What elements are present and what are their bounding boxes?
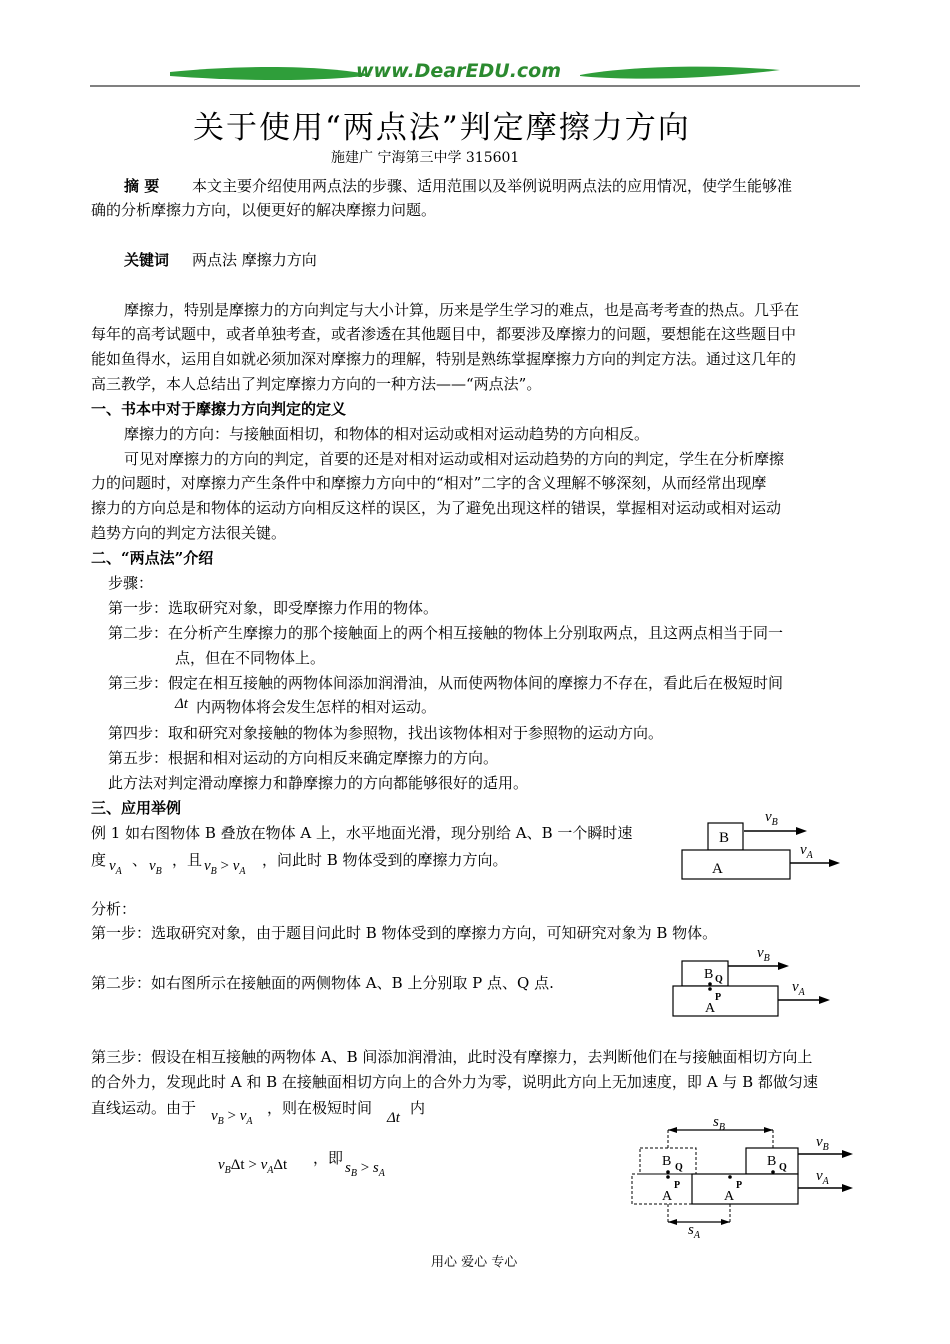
step-2-line-2: 点，但在不同物体上。 <box>175 649 326 667</box>
figure-3-label-Q-final: Q <box>779 1162 787 1173</box>
step-4: 第四步：取和研究对象接触的物体为参照物，找出该物体相对于参照物的运动方向。 <box>108 724 664 742</box>
figure-3-label-sA: $s_A$ <box>688 1222 700 1238</box>
header-logo-text: www.DearEDU.com <box>356 60 562 82</box>
section-1-line-1: 可见对摩擦力的方向的判定，首要的还是对相对运动或相对运动趋势的方向的判定，学生在分析摩擦 <box>124 450 785 468</box>
section-1-heading: 一、书本中对于摩擦力方向判定的定义 <box>91 400 347 418</box>
figure-3-label-vA: $v_A$ <box>816 1168 829 1187</box>
figure-3-label-P-final: P <box>736 1180 743 1191</box>
figure-2-label-B: B <box>704 967 714 982</box>
figure-3-label-B-final: B <box>767 1154 777 1169</box>
formula-vA: $v_A$ <box>109 858 122 877</box>
section-1-line-2: 力的问题时，对摩擦力产生条件中和摩擦力方向中的“相对”二字的含义理解不够深刻，从而经常出现摩 <box>91 474 767 492</box>
figure-2-label-P: P <box>715 992 722 1003</box>
formula-vB-dt-gt-vA-dt: $v_B\Delta t > v_A\Delta t$ <box>218 1157 288 1176</box>
page-footer: 用心 爱心 专心 <box>431 1255 518 1270</box>
figure-2-label-vB: $v_B$ <box>757 945 770 964</box>
figure-1-block-A <box>682 850 790 879</box>
intro-line-3: 能如鱼得水，运用自如就必须加深对摩擦力的理解，特别是熟练掌握摩擦力方向的判定方法。通过这几年的 <box>91 350 797 368</box>
figure-1-label-B: B <box>719 830 730 846</box>
section-3-heading: 三、应用举例 <box>91 799 182 817</box>
analysis-step-3-line-3-b: ，则在极短时间 <box>267 1099 373 1117</box>
abstract-label: 摘 要 <box>124 177 160 195</box>
figure-1-label-vB: $v_B$ <box>765 809 778 828</box>
figure-3-label-Q-initial: Q <box>675 1162 683 1173</box>
example-1-line-2-start: 度 <box>91 851 107 869</box>
analysis-step-3-line-4-b: ，即 <box>313 1149 344 1167</box>
figure-3-block-A-final <box>692 1174 798 1204</box>
section-1-line-3: 擦力的方向总是和物体的运动方向相反这样的误区，为了避免出现这样的错误，掌握相对运动或相对运动 <box>91 499 782 517</box>
formula-vB: $v_B$ <box>149 858 162 877</box>
figure-2-block-A <box>673 986 778 1016</box>
figure-3-label-A-initial: A <box>662 1189 673 1204</box>
figure-2-point-P <box>708 987 712 991</box>
author-line: 施建广 宁海第三中学 315601 <box>331 150 520 166</box>
figure-3-label-A-final: A <box>724 1189 735 1204</box>
analysis-step-3-line-2: 的合外力，发现此时 A 和 B 在接触面相切方向上的合外力为零，说明此方向上无加速度，即 A 与 B 都做匀速 <box>91 1073 818 1091</box>
figure-3-displacement <box>628 1118 868 1238</box>
step-2-line-1: 第二步：在分析产生摩擦力的那个接触面上的两个相互接触的物体上分别取两点，且这两点相当于同一 <box>108 624 784 642</box>
method-note: 此方法对判定滑动摩擦力和静摩擦力的方向都能够很好的适用。 <box>108 774 529 792</box>
formula-sB-gt-sA: $s_B > s_A$ <box>345 1160 385 1179</box>
analysis-step-3-line-3-c: 内 <box>410 1099 426 1117</box>
analysis-step-3-line-3-a: 直线运动。由于 <box>91 1099 197 1117</box>
intro-line-2: 每年的高考试题中，或者单独考查，或者渗透在其他题目中，都要涉及摩擦力的问题，要想能在这些题目中 <box>91 325 797 343</box>
keywords-text: 两点法 摩擦力方向 <box>192 251 317 269</box>
section-1-line-4: 趋势方向的判定方法很关键。 <box>91 524 287 542</box>
abstract-line-2: 确的分析摩擦力方向，以便更好的解决摩擦力问题。 <box>91 201 437 219</box>
figure-3-label-P-initial: P <box>674 1180 681 1191</box>
formula-vB-gt-vA-2: $v_B > v_A$ <box>211 1108 253 1127</box>
step-3-delta-t: Δt <box>175 696 188 712</box>
analysis-label: 分析： <box>91 900 137 918</box>
step-1: 第一步：选取研究对象，即受摩擦力作用的物体。 <box>108 599 439 617</box>
figure-2-label-Q: Q <box>715 974 723 985</box>
site-header <box>90 60 860 92</box>
example-1-line-1: 例 1 如右图物体 B 叠放在物体 A 上，水平地面光滑，现分别给 A、B 一个瞬时速 <box>91 824 633 842</box>
example-1-line-2-end: ，问此时 B 物体受到的摩擦力方向。 <box>262 851 508 869</box>
example-1-sep-1: 、 <box>132 851 148 869</box>
intro-line-1: 摩擦力，特别是摩擦力的方向判定与大小计算，历来是学生学习的难点，也是高考考查的热点。几乎在 <box>124 301 800 319</box>
formula-delta-t: Δt <box>387 1110 400 1126</box>
section-2-heading: 二、“两点法”介绍 <box>91 549 214 567</box>
step-3-line-1: 第三步：假定在相互接触的两物体间添加润滑油，从而使两物体间的摩擦力不存在，看此后在极短时间 <box>108 674 784 692</box>
figure-2-point-Q <box>708 982 712 986</box>
analysis-step-1: 第一步：选取研究对象，由于题目问此时 B 物体受到的摩擦力方向，可知研究对象为 B 物体。 <box>91 924 718 942</box>
steps-label: 步骤： <box>108 574 154 592</box>
formula-vB-gt-vA: $v_B > v_A$ <box>204 858 246 877</box>
section-1-definition: 摩擦力的方向：与接触面相切，和物体的相对运动或相对运动趋势的方向相反。 <box>124 425 650 443</box>
figure-3-label-B-initial: B <box>662 1154 672 1169</box>
figure-2-blocks <box>668 944 838 1020</box>
step-3-line-2: 内两物体将会发生怎样的相对运动。 <box>196 698 437 716</box>
page-title: 关于使用“两点法”判定摩擦力方向 <box>193 110 691 146</box>
figure-2-label-A: A <box>705 1001 716 1016</box>
abstract-line-1: 本文主要介绍使用两点法的步骤、适用范围以及举例说明两点法的应用情况，使学生能够准 <box>192 177 793 195</box>
keywords-label: 关键词 <box>124 251 170 269</box>
figure-1-label-A: A <box>712 861 723 877</box>
analysis-step-2: 第二步：如右图所示在接触面的两侧物体 A、B 上分别取 P 点、Q 点. <box>91 974 554 992</box>
figure-1-blocks <box>676 806 846 884</box>
figure-1-label-vA: $v_A$ <box>800 842 813 861</box>
example-1-sep-2: ，且 <box>172 851 203 869</box>
figure-3-label-sB: $s_B$ <box>713 1118 725 1133</box>
intro-line-4: 高三教学，本人总结出了判定摩擦力方向的一种方法——“两点法”。 <box>91 375 542 393</box>
step-5: 第五步：根据和相对运动的方向相反来确定摩擦力的方向。 <box>108 749 499 767</box>
figure-2-label-vA: $v_A$ <box>792 979 805 998</box>
analysis-step-3-line-1: 第三步：假设在相互接触的两物体 A、B 间添加润滑油，此时没有摩擦力，去判断他们在与接触面相切方向上 <box>91 1048 813 1066</box>
figure-3-label-vB: $v_B$ <box>816 1134 829 1153</box>
